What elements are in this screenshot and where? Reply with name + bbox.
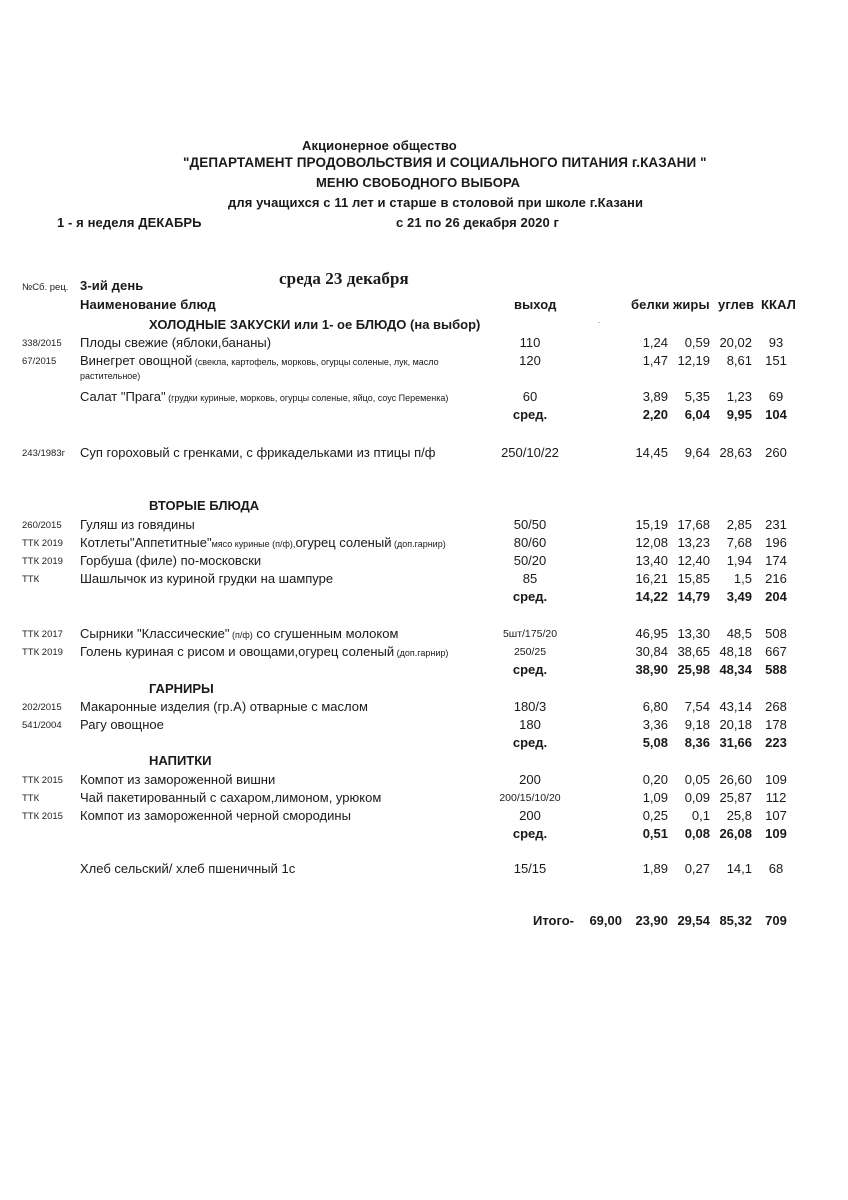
dish-name — [80, 644, 448, 659]
kcal-value: 667 — [765, 644, 787, 659]
protein-value: 14,45 — [635, 445, 668, 460]
dish-title: Рагу овощное — [80, 717, 164, 732]
fat-value: 9,64 — [684, 445, 710, 460]
recipe-code: ТТК — [22, 574, 40, 585]
protein-header: белки — [631, 297, 670, 312]
dish-title: Макаронные изделия (гр.А) отварные с маслом — [80, 699, 368, 714]
dish-row — [0, 444, 848, 462]
carbs-value: 20,02 — [719, 335, 752, 350]
dish-note: (грудки куриные, морковь, огурцы соленые, яйцо, соус Переменка) — [165, 393, 449, 403]
fat-value: 7,54 — [684, 699, 710, 714]
recipe-code: ТТК 2015 — [22, 775, 63, 786]
portion-output: 50/50 — [513, 517, 547, 532]
carbs-value: 3,49 — [726, 589, 752, 604]
dish-name — [80, 717, 164, 732]
dish-title-cont: огурец соленый — [295, 535, 392, 550]
dish-note: (доп.гарнир) — [394, 648, 449, 658]
output-header: выход — [514, 297, 557, 312]
total-carbs: 85,32 — [719, 913, 752, 928]
portion-output: 80/60 — [513, 535, 547, 550]
portion-output: 200 — [519, 772, 541, 787]
kcal-value: 508 — [765, 626, 787, 641]
section-cold: ХОЛОДНЫЕ ЗАКУСКИ или 1- ое БЛЮДО (на выбор) — [149, 317, 481, 332]
portion-output: 200 — [519, 808, 541, 823]
carbs-header: углев — [718, 297, 755, 312]
carbs-value: 48,5 — [726, 626, 752, 641]
kcal-value: 104 — [765, 407, 787, 422]
dish-row — [0, 388, 848, 406]
recipe-code: 243/1983г — [22, 448, 66, 459]
fat-value: 12,19 — [677, 353, 710, 368]
recipe-code: 67/2015 — [22, 356, 57, 367]
org-name: "ДЕПАРТАМЕНТ ПРОДОВОЛЬСТВИЯ И СОЦИАЛЬНОГО ПИТАНИЯ г.КАЗАНИ " — [183, 155, 707, 170]
kcal-value: 178 — [765, 717, 787, 732]
dish-note: мясо куриные (п/ф), — [211, 539, 296, 549]
period: с 21 по 26 декабря 2020 г — [396, 215, 560, 230]
kcal-value: 223 — [765, 735, 787, 750]
recipe-code: 338/2015 — [22, 338, 62, 349]
average-row — [0, 661, 848, 679]
protein-value: 3,89 — [642, 389, 668, 404]
protein-value: 6,80 — [642, 699, 668, 714]
portion-output: 180 — [519, 717, 541, 732]
carbs-value: 48,34 — [719, 662, 752, 677]
portion-output: 180/3 — [513, 699, 547, 714]
dish-row — [0, 789, 848, 807]
protein-value: 1,47 — [642, 353, 668, 368]
protein-value: 38,90 — [635, 662, 668, 677]
dish-note: (свекла, картофель, морковь, огурцы соленые, лук, масло — [192, 357, 439, 367]
protein-value: 12,08 — [635, 535, 668, 550]
portion-output: 120 — [519, 353, 541, 368]
kcal-value: 112 — [765, 790, 787, 805]
dish-title: Плоды свежие (яблоки,бананы) — [80, 335, 272, 350]
carbs-value: 7,68 — [726, 535, 752, 550]
dish-row — [0, 807, 848, 825]
carbs-value: 1,23 — [726, 389, 752, 404]
fat-value: 6,04 — [684, 407, 710, 422]
section-main: ВТОРЫЕ БЛЮДА — [149, 498, 260, 513]
dish-title: Голень куриная с рисом и овощами,огурец соленый — [80, 644, 395, 659]
protein-value: 1,09 — [642, 790, 668, 805]
recipe-code: 541/2004 — [22, 720, 62, 731]
kcal-value: 260 — [765, 445, 787, 460]
dish-row — [0, 534, 848, 552]
dish-title: Компот из замороженной вишни — [80, 772, 276, 787]
carbs-value: 28,63 — [719, 445, 752, 460]
dish-title: Суп гороховый с гренками, с фрикадельками из птицы п/ф — [80, 445, 436, 460]
protein-value: 16,21 — [635, 571, 668, 586]
average-label: сред. — [512, 735, 548, 750]
dish-row — [0, 860, 848, 878]
dish-title-cont: со сгушенным молоком — [252, 626, 399, 641]
average-row — [0, 588, 848, 606]
protein-value: 13,40 — [635, 553, 668, 568]
protein-value: 5,08 — [642, 735, 668, 750]
portion-output: 60 — [522, 389, 538, 404]
protein-value: 3,36 — [642, 717, 668, 732]
dish-name — [80, 445, 435, 460]
week-label: 1 - я неделя ДЕКАБРЬ — [57, 215, 202, 230]
dish-title: Чай пакетированный с сахаром,лимоном, урюком — [80, 790, 382, 805]
kcal-value: 107 — [765, 808, 787, 823]
dish-name — [80, 353, 439, 368]
average-label: сред. — [512, 407, 548, 422]
dish-row — [0, 570, 848, 588]
dish-title: Сырники "Классические" — [80, 626, 230, 641]
dish-name — [80, 626, 398, 641]
dish-row — [0, 352, 848, 381]
dish-note-cont: растительное) — [80, 371, 141, 381]
portion-output: 85 — [522, 571, 538, 586]
carbs-value: 43,14 — [719, 699, 752, 714]
day-date: среда 23 декабря — [279, 269, 409, 288]
carbs-value: 20,18 — [719, 717, 752, 732]
recipe-code: ТТК 2017 — [22, 629, 63, 640]
dish-name — [80, 553, 261, 568]
dish-title: Винегрет овощной — [80, 353, 193, 368]
dish-name — [80, 389, 448, 404]
org-type: Акционерное общество — [302, 138, 457, 153]
carbs-value: 25,8 — [726, 808, 752, 823]
portion-output: 250/25 — [513, 646, 547, 658]
carbs-value: 48,18 — [719, 644, 752, 659]
kcal-value: 204 — [765, 589, 787, 604]
carbs-value: 1,94 — [726, 553, 752, 568]
recipe-code: 260/2015 — [22, 520, 62, 531]
portion-output: 110 — [519, 335, 541, 350]
kcal-value: 151 — [765, 353, 787, 368]
kcal-value: 93 — [768, 335, 784, 350]
protein-value: 30,84 — [635, 644, 668, 659]
audience: для учащихся с 11 лет и старше в столовой при школе г.Казани — [228, 195, 644, 210]
average-row — [0, 825, 848, 843]
protein-value: 14,22 — [635, 589, 668, 604]
dish-name — [80, 808, 351, 823]
dish-name — [80, 335, 271, 350]
recipe-no-header: №Сб. рец. — [22, 282, 69, 293]
protein-value: 0,25 — [642, 808, 668, 823]
dish-row — [0, 643, 848, 661]
dish-name-header: Наименование блюд — [80, 297, 216, 312]
fat-value: 14,79 — [677, 589, 710, 604]
fat-value: 15,85 — [677, 571, 710, 586]
fat-value: 0,27 — [684, 861, 710, 876]
carbs-value: 14,1 — [726, 861, 752, 876]
dish-title: Салат "Прага" — [80, 389, 166, 404]
dish-name — [80, 772, 275, 787]
carbs-value: 25,87 — [719, 790, 752, 805]
fat-value: 25,98 — [677, 662, 710, 677]
total-row — [0, 912, 848, 930]
dish-name — [80, 517, 195, 532]
fat-value: 0,1 — [691, 808, 710, 823]
protein-value: 1,24 — [642, 335, 668, 350]
dish-title: Хлеб сельский/ хлеб пшеничный 1с — [80, 861, 296, 876]
protein-value: 1,89 — [642, 861, 668, 876]
carbs-value: 26,60 — [719, 772, 752, 787]
menu-title: МЕНЮ СВОБОДНОГО ВЫБОРА — [316, 175, 521, 190]
total-protein: 23,90 — [635, 913, 668, 928]
total-fat: 29,54 — [677, 913, 710, 928]
kcal-value: 231 — [765, 517, 787, 532]
kcal-value: 109 — [765, 772, 787, 787]
scan-artifact — [598, 322, 600, 323]
dish-title: Компот из замороженной черной смородины — [80, 808, 351, 823]
dish-name — [80, 699, 368, 714]
fat-header: жиры — [673, 297, 710, 312]
kcal-value: 268 — [765, 699, 787, 714]
portion-output: 5шт/175/20 — [502, 628, 558, 640]
carbs-value: 2,85 — [726, 517, 752, 532]
recipe-code: ТТК — [22, 793, 40, 804]
dish-title: Котлеты"Аппетитные" — [80, 535, 212, 550]
protein-value: 0,20 — [642, 772, 668, 787]
dish-title: Горбуша (филе) по-московски — [80, 553, 262, 568]
kcal-value: 216 — [765, 571, 787, 586]
dish-name — [80, 535, 446, 550]
portion-output: 15/15 — [513, 861, 547, 876]
average-row — [0, 734, 848, 752]
dish-row — [0, 516, 848, 534]
kcal-value: 196 — [765, 535, 787, 550]
recipe-code: ТТК 2019 — [22, 647, 63, 658]
kcal-value: 109 — [765, 826, 787, 841]
kcal-value: 68 — [768, 861, 784, 876]
kcal-header: ККАЛ — [761, 297, 796, 312]
total-sum: 69,00 — [589, 913, 622, 928]
dish-row — [0, 716, 848, 734]
fat-value: 8,36 — [684, 735, 710, 750]
dish-row — [0, 771, 848, 789]
fat-value: 5,35 — [684, 389, 710, 404]
portion-output: 50/20 — [513, 553, 547, 568]
recipe-code: ТТК 2019 — [22, 556, 63, 567]
fat-value: 0,08 — [684, 826, 710, 841]
fat-value: 0,05 — [684, 772, 710, 787]
portion-output: 200/15/10/20 — [499, 792, 561, 804]
dish-name — [80, 861, 295, 876]
dish-row — [0, 334, 848, 352]
carbs-value: 31,66 — [719, 735, 752, 750]
dish-row — [0, 625, 848, 643]
dish-row — [0, 552, 848, 570]
dish-row — [0, 698, 848, 716]
protein-value: 2,20 — [642, 407, 668, 422]
carbs-value: 1,5 — [733, 571, 752, 586]
fat-value: 38,65 — [677, 644, 710, 659]
fat-value: 0,09 — [684, 790, 710, 805]
average-label: сред. — [512, 589, 548, 604]
dish-name — [80, 571, 333, 586]
dish-title: Шашлычок из куриной грудки на шампуре — [80, 571, 334, 586]
fat-value: 12,40 — [677, 553, 710, 568]
fat-value: 0,59 — [684, 335, 710, 350]
recipe-code: 202/2015 — [22, 702, 62, 713]
fat-value: 13,30 — [677, 626, 710, 641]
day-number: 3-ий день — [80, 278, 144, 293]
dish-note-extra: (доп.гарнир) — [391, 539, 446, 549]
average-row — [0, 406, 848, 424]
total-kcal: 709 — [765, 913, 787, 928]
kcal-value: 174 — [765, 553, 787, 568]
kcal-value: 588 — [765, 662, 787, 677]
dish-note: (п/ф) — [229, 630, 253, 640]
fat-value: 17,68 — [677, 517, 710, 532]
fat-value: 13,23 — [677, 535, 710, 550]
dish-title: Гуляш из говядины — [80, 517, 195, 532]
recipe-code: ТТК 2015 — [22, 811, 63, 822]
carbs-value: 8,61 — [726, 353, 752, 368]
average-label: сред. — [512, 662, 548, 677]
protein-value: 15,19 — [635, 517, 668, 532]
section-garnish: ГАРНИРЫ — [149, 681, 214, 696]
protein-value: 0,51 — [642, 826, 668, 841]
total-label: Итого- — [533, 913, 574, 928]
portion-output: 250/10/22 — [501, 445, 559, 460]
carbs-value: 26,08 — [719, 826, 752, 841]
section-drinks: НАПИТКИ — [149, 753, 212, 768]
average-label: сред. — [512, 826, 548, 841]
protein-value: 46,95 — [635, 626, 668, 641]
dish-name — [80, 790, 381, 805]
kcal-value: 69 — [768, 389, 784, 404]
carbs-value: 9,95 — [726, 407, 752, 422]
recipe-code: ТТК 2019 — [22, 538, 63, 549]
fat-value: 9,18 — [684, 717, 710, 732]
